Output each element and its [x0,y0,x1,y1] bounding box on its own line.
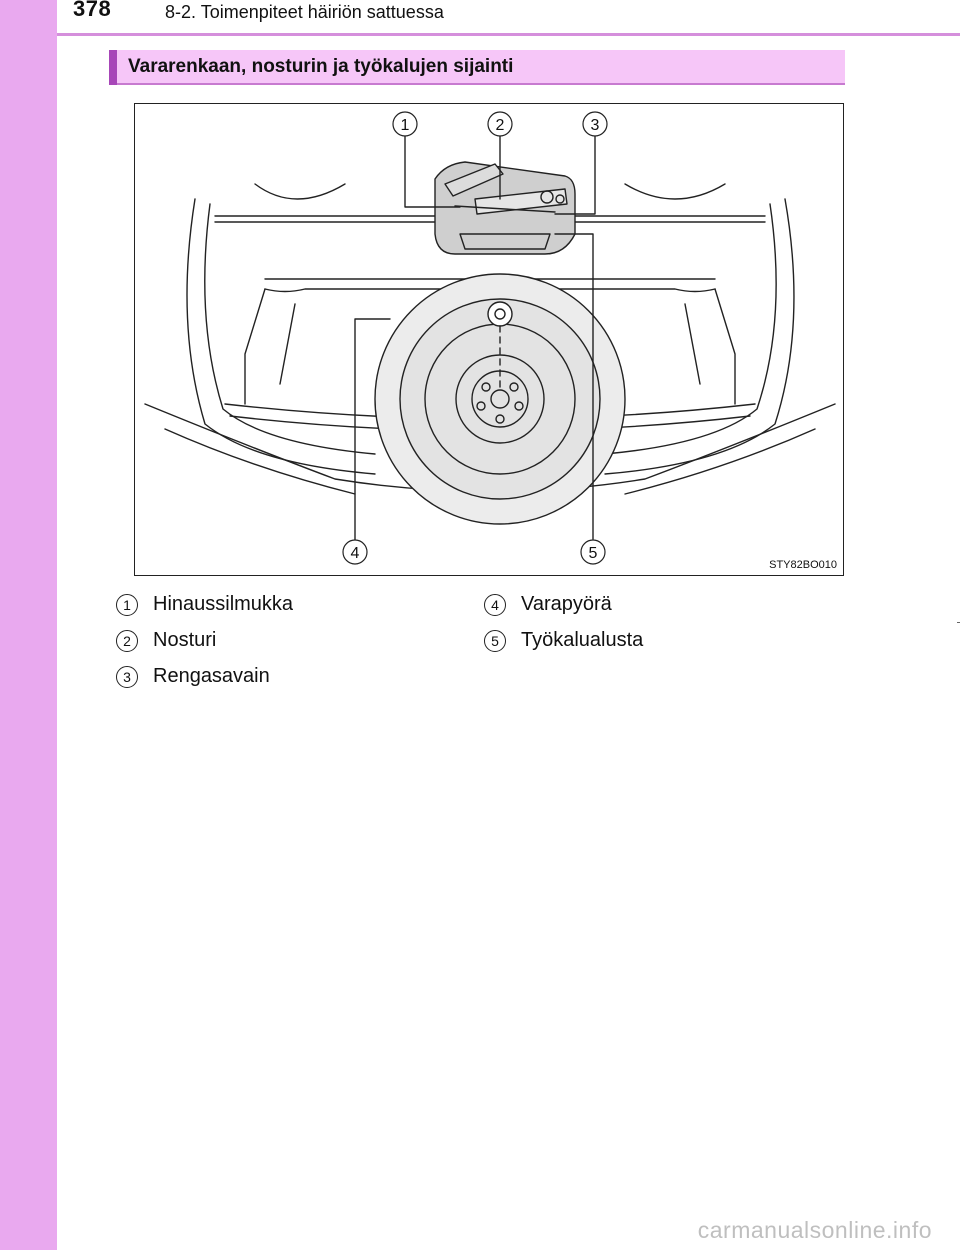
legend-label: Nosturi [153,629,217,651]
legend-label: Hinaussilmukka [153,593,294,615]
section-header [109,50,845,85]
trunk-drawing [135,104,843,575]
legend-number: 1 [116,594,138,616]
section-accent [109,50,117,85]
legend-number: 5 [484,630,506,652]
page-number: 378 [73,0,112,21]
left-margin-band [0,0,57,1250]
trunk-illustration [134,103,844,576]
legend-number: 4 [484,594,506,616]
figure-code: STY82BO010 [769,559,837,571]
section-title: Vararenkaan, nosturin ja työkalujen sijainti [128,56,514,77]
legend-label: Rengasavain [153,665,270,687]
header-rule [57,33,960,36]
callout-2-label: 2 [495,117,505,134]
chapter-title: 8-2. Toimenpiteet häiriön sattuessa [165,2,444,22]
legend-label: Työkalualusta [521,629,644,651]
legend-label: Varapyörä [521,593,612,615]
callout-1-label: 1 [400,117,410,134]
callout-3-label: 3 [590,117,600,134]
legend-number: 3 [116,666,138,688]
legend-number: 2 [116,630,138,652]
callout-4-label: 4 [350,545,360,562]
watermark: carmanualsonline.info [697,1217,932,1243]
callout-5-label: 5 [588,545,598,562]
